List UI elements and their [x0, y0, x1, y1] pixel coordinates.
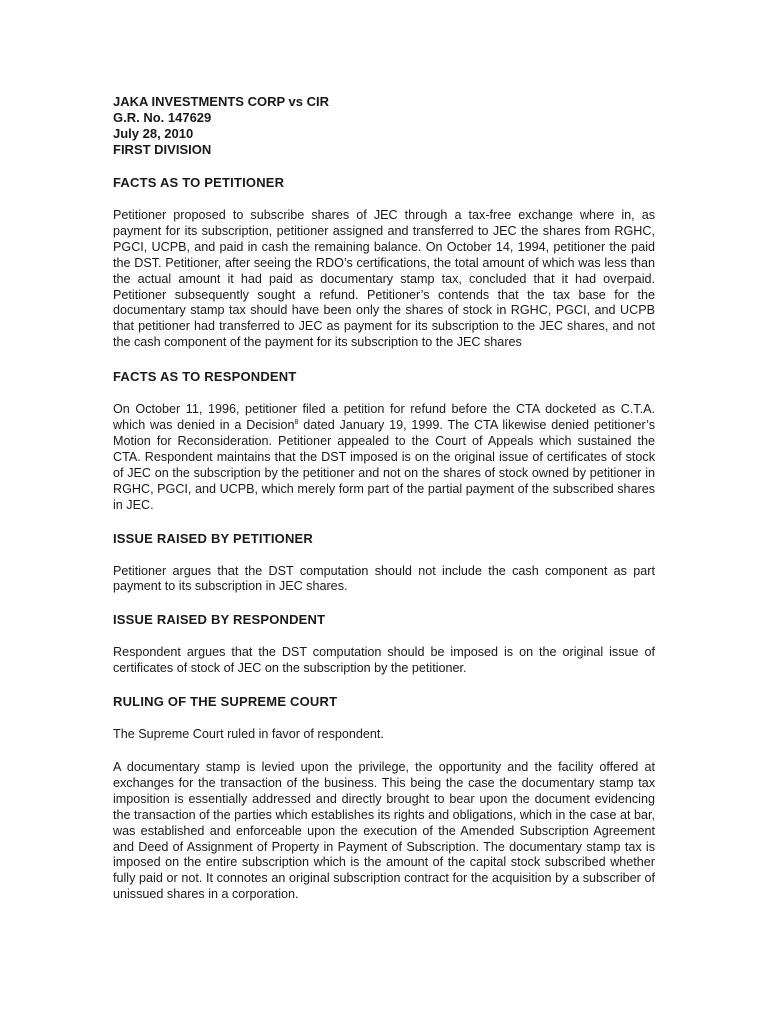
facts-respondent-text-1: On October 11, 1996, petitioner filed a petition for refund before the CTA docketed as C.T.A. which was denied in a Decision [113, 402, 655, 433]
heading-facts-respondent: FACTS AS TO RESPONDENT [113, 369, 297, 385]
paragraph-issue-petitioner: Petitioner argues that the DST computation should not include the cash component as part payment to its subscription in JEC shares. [113, 563, 655, 594]
case-header [113, 94, 655, 158]
paragraph-facts-respondent [113, 402, 655, 513]
case-gr-number: G.R. No. 147629 [113, 110, 212, 125]
paragraph-ruling-detail: A documentary stamp is levied upon the privilege, the opportunity and the facility offered at exchanges for the transaction of the business. This being the case the documentary stamp tax imposition is essentially addressed and directly brought to bear upon the document evidencing the transaction of the parties which establishes its rights and obligations, which in the case at bar, was established and enforceable upon the execution of the Amended Subscription Agreement and Deed of Assignment of Property in Payment of Subscription. The documentary stamp tax is imposed on the entire subscription which is the amount of the capital stock subscribed whether fully paid or not. It connotes an original subscription contract for the acquisition by a subscriber of unissued shares in a corporation. [113, 760, 655, 902]
footnote-mark: 8 [294, 418, 299, 426]
case-division: FIRST DIVISION [113, 142, 212, 157]
facts-respondent-text-2: dated January 19, 1999. The CTA likewise denied petitioner’s Motion for Reconsideration. Petitioner appealed to the Court of Appeals which sustained the CTA. Respondent maintains that the DST imposed is on the original issue of certificates of stock of JEC on the subscription by the petitioner and not on the shares of stock owned by petitioner in RGHC, PGCI, and UCPB, which merely form part of the partial payment of the subscribed shares in JEC. [113, 418, 655, 512]
paragraph-issue-respondent: Respondent argues that the DST computation should be imposed is on the original issue of certificates of stock of JEC on the subscription by the petitioner. [113, 645, 655, 676]
heading-facts-petitioner: FACTS AS TO PETITIONER [113, 175, 285, 190]
paragraph-facts-petitioner: Petitioner proposed to subscribe shares of JEC through a tax-free exchange where in, as payment for its subscription, petitioner assigned and transferred to JEC the shares from RGHC, PGCI, UCPB, and paid in cash the remaining balance. On October 14, 1994, petitioner the paid the DST. Petitioner, after seeing the RDO’s certifications, the total amount of which was less than the actual amount it had paid as documentary stamp tax, concluded that it had overpaid. Petitioner subsequently sought a refund. Petitioner’s contends that the tax base for the documentary stamp tax should have been only the shares of stock in RGHC, PGCI, and UCPB that petitioner had transferred to JEC as payment for its subscription to the JEC shares, and not the cash component of the payment for its subscription to the JEC shares [113, 208, 655, 350]
heading-issue-petitioner: ISSUE RAISED BY PETITIONER [113, 530, 313, 546]
heading-issue-respondent: ISSUE RAISED BY RESPONDENT [113, 612, 326, 628]
heading-ruling: RULING OF THE SUPREME COURT [113, 694, 338, 710]
case-title: JAKA INVESTMENTS CORP vs CIR [113, 94, 329, 109]
paragraph-ruling-summary: The Supreme Court ruled in favor of respondent. [113, 727, 384, 742]
case-date: July 28, 2010 [113, 126, 194, 141]
